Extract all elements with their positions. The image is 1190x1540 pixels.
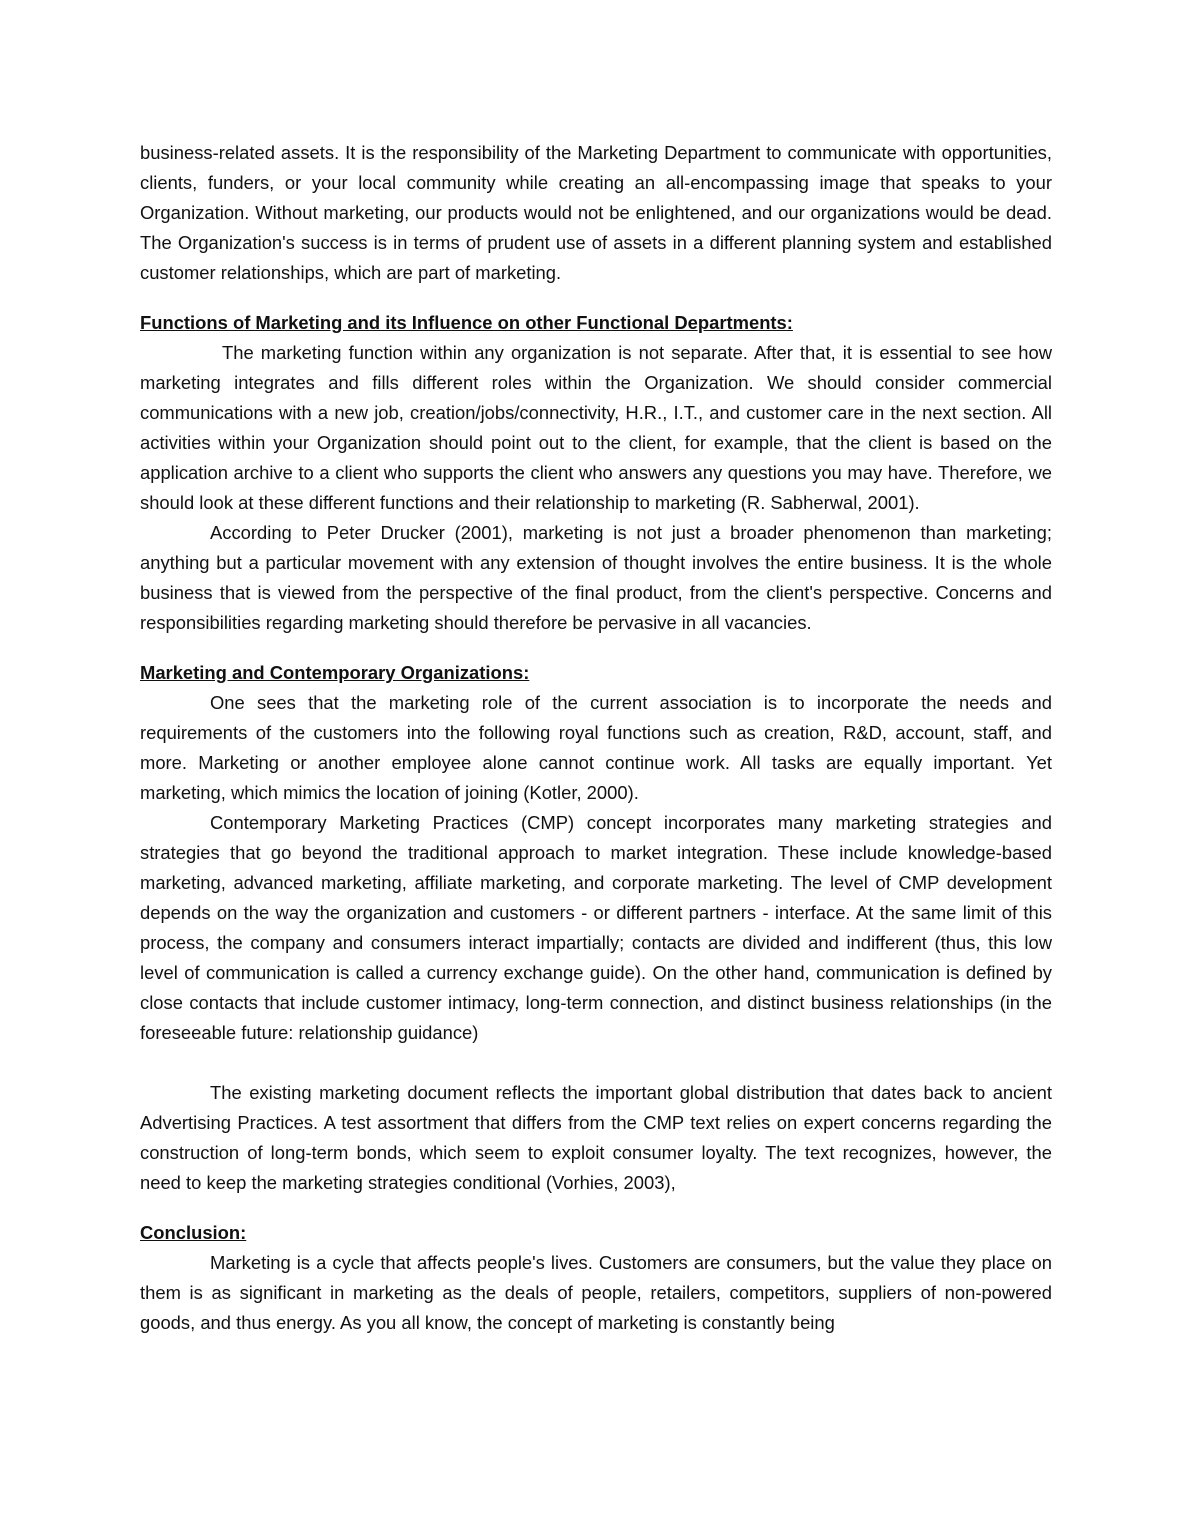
functions-paragraph-2: According to Peter Drucker (2001), marketing is not just a broader phenomenon than marketing; anything but a particular movement with any extension of thought involves the entire business. It is the whole business that is viewed from the perspective of the final product, from the client's perspective. Concerns and responsibilities regarding marketing should therefore be pervasive in all vacancies. bbox=[140, 522, 1052, 633]
intro-continuation-paragraph: business-related assets. It is the responsibility of the Marketing Department to communicate with opportunities, clients, funders, or your local community while creating an all-encompassing image that speaks to your Organization. Without marketing, our products would not be enlightened, and our organizations would be dead. The Organization's success is in terms of prudent use of assets in a different planning system and established customer relationships, which are part of marketing. bbox=[140, 142, 1052, 283]
contemporary-heading: Marketing and Contemporary Organizations: bbox=[140, 662, 530, 683]
contemporary-paragraph-3: The existing marketing document reflects the important global distribution that dates back to ancient Advertising Practices. A test assortment that differs from the CMP text relies on expert concerns regarding the construction of long-term bonds, which seem to exploit consumer loyalty. The text recognizes, however, the need to keep the marketing strategies conditional (Vorhies, 2003), bbox=[140, 1082, 1052, 1193]
conclusion-paragraph-1: Marketing is a cycle that affects people's lives. Customers are consumers, but the value they place on them is as significant in marketing as the deals of people, retailers, competitors, suppliers of non-powered goods, and thus energy. As you all know, the concept of marketing is constantly being bbox=[140, 1252, 1052, 1333]
contemporary-paragraph-1: One sees that the marketing role of the current association is to incorporate the needs and requirements of the customers into the following royal functions such as creation, R&D, account, staff, and more. Marketing or another employee alone cannot continue work. All tasks are equally important. Yet marketing, which mimics the location of joining (Kotler, 2000). bbox=[140, 692, 1052, 803]
functions-paragraph-1: The marketing function within any organization is not separate. After that, it is essential to see how marketing integrates and fills different roles within the Organization. We should consider commercial communications with a new job, creation/jobs/connectivity, H.R., I.T., and customer care in the next section. All activities within your Organization should point out to the client, for example, that the client is based on the application archive to a client who supports the client who answers any questions you may have. Therefore, we should look at these different functions and their relationship to marketing (R. Sabherwal, 2001). bbox=[140, 342, 1052, 513]
document-page bbox=[140, 138, 1052, 1338]
functions-heading: Functions of Marketing and its Influence on other Functional Departments: bbox=[140, 312, 793, 333]
conclusion-heading: Conclusion: bbox=[140, 1222, 247, 1243]
contemporary-paragraph-2: Contemporary Marketing Practices (CMP) concept incorporates many marketing strategies and strategies that go beyond the traditional approach to market integration. These include knowledge-based marketing, advanced marketing, affiliate marketing, and corporate marketing. The level of CMP development depends on the way the organization and customers - or different partners - interface. At the same limit of this process, the company and consumers interact impartially; contacts are divided and indifferent (thus, this low level of communication is called a currency exchange guide). On the other hand, communication is defined by close contacts that include customer intimacy, long-term connection, and distinct business relationships (in the foreseeable future: relationship guidance) bbox=[140, 812, 1052, 1043]
